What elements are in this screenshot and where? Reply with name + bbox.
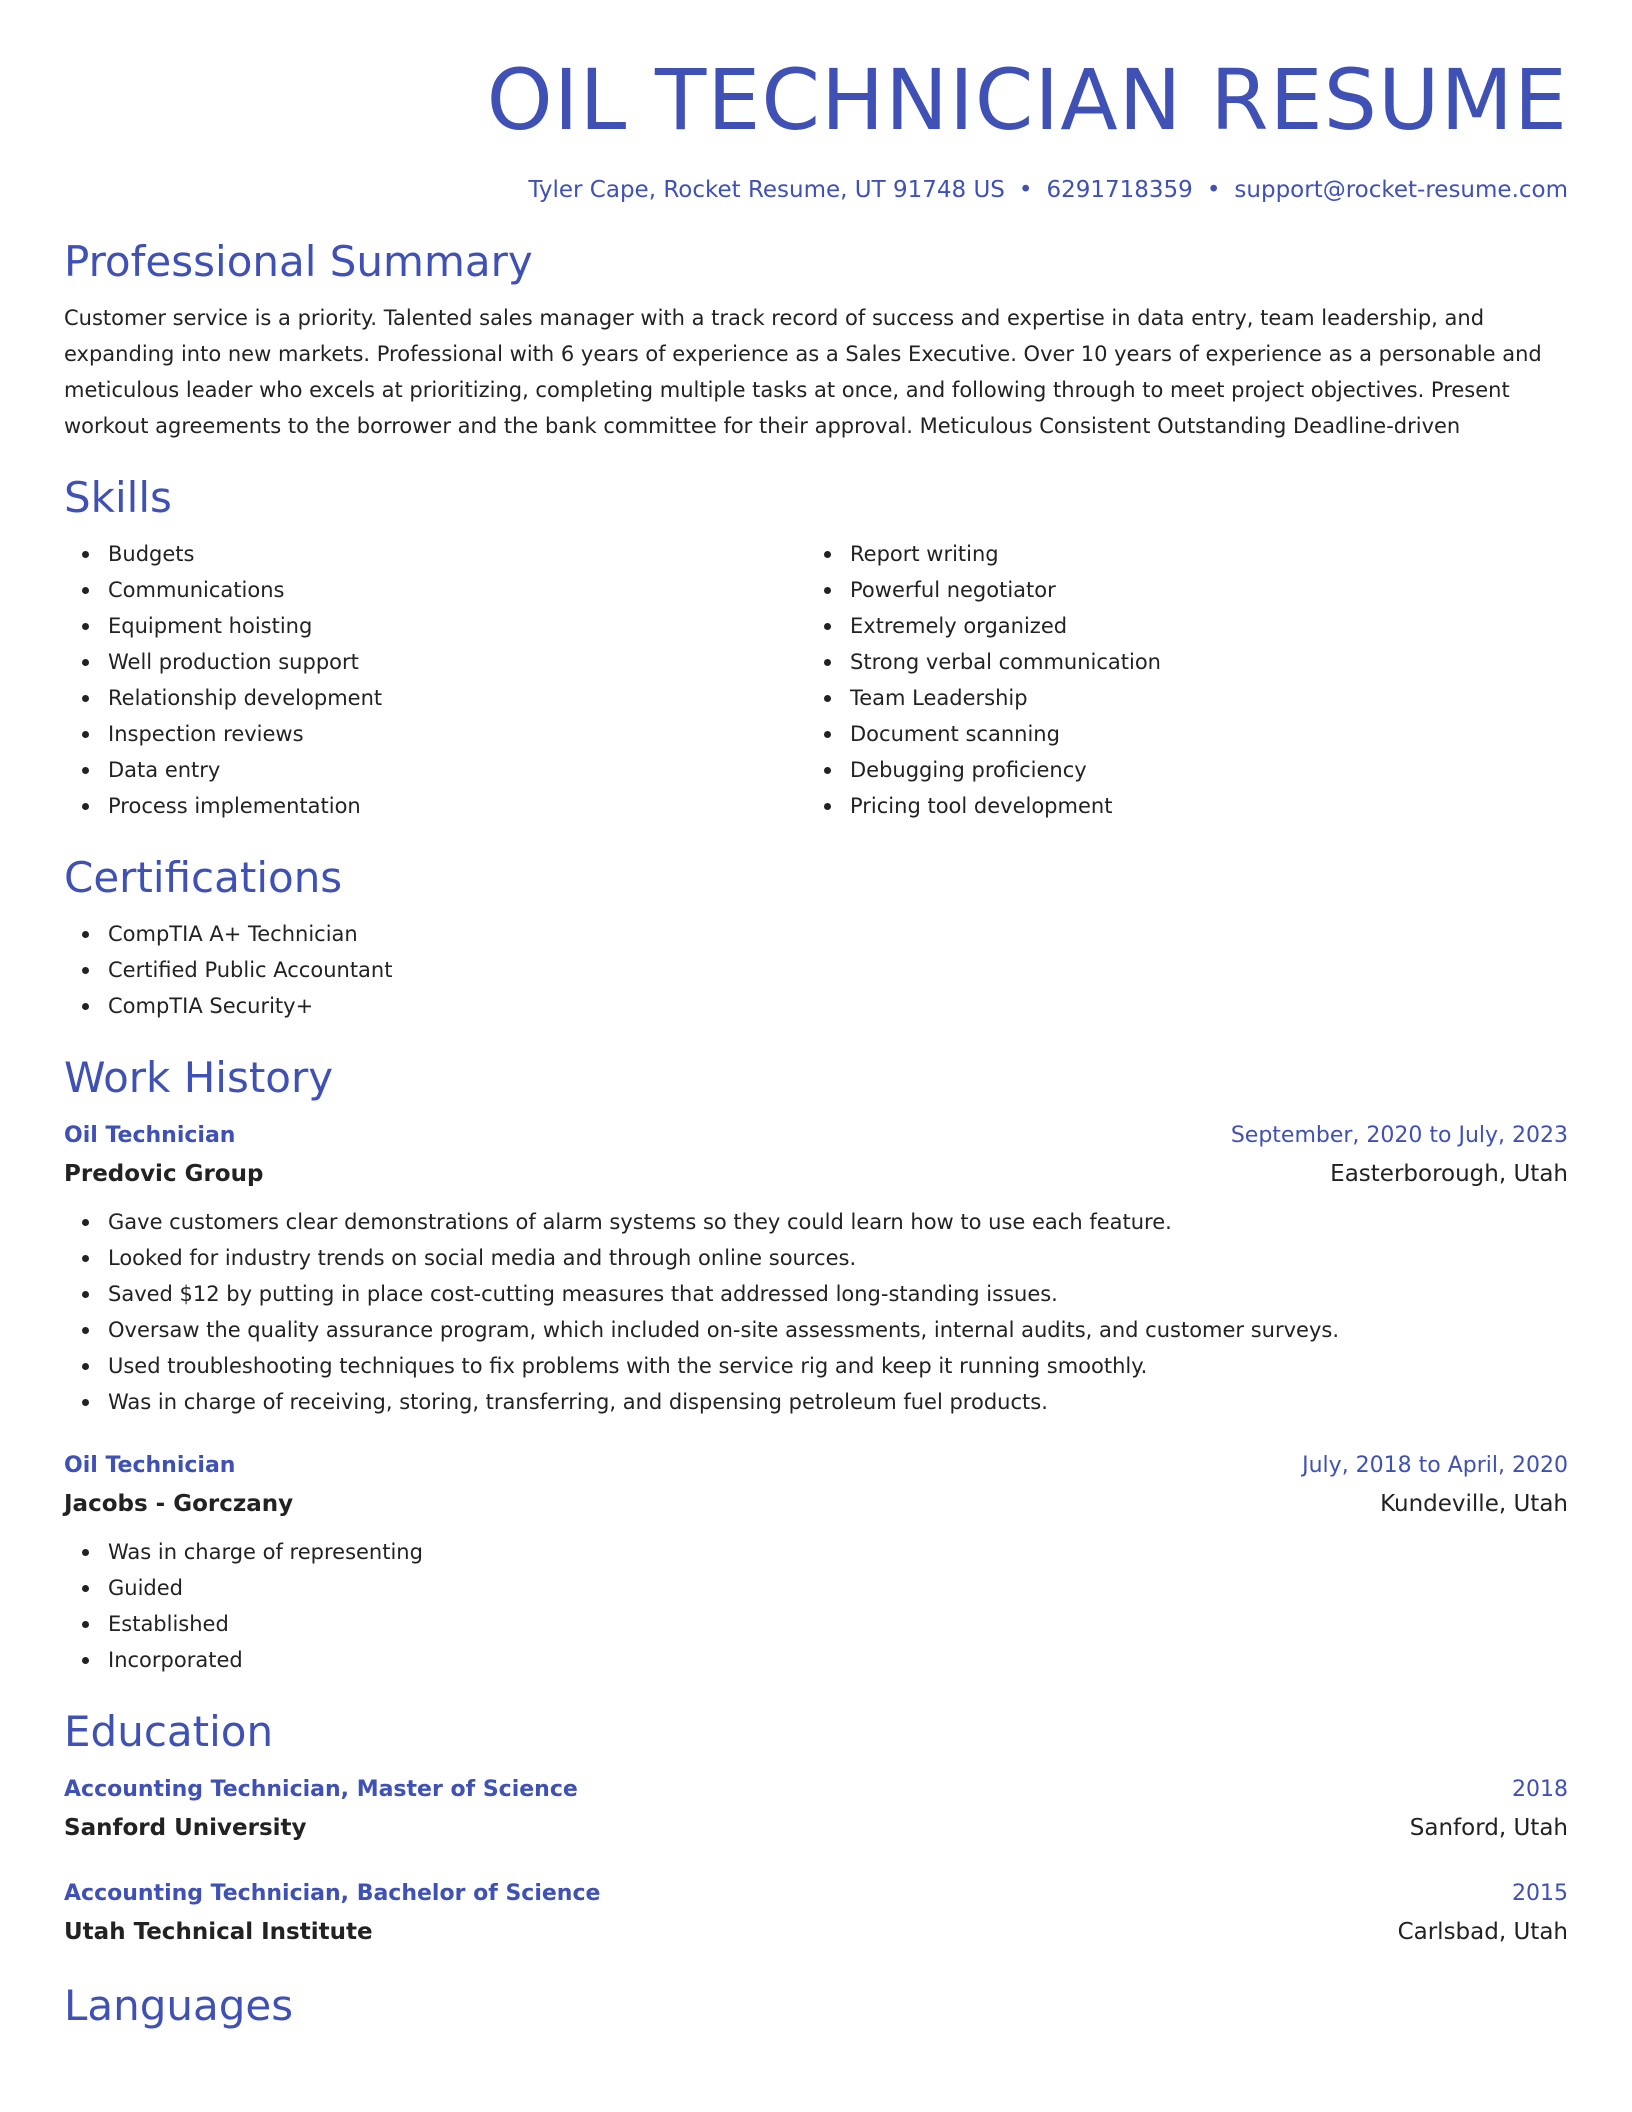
summary-text: Customer service is a priority. Talented sales manager with a track record of success and expertise in data entry, team leadership, and expanding into new markets. Professional with 6 years of experience as a Sales Executive. Over 10 years of experience as a personable and meticulous leader who excels at prioritizing, completing multiple tasks at once, and following through to meet project objectives. Present workout agreements to the borrower and the bank committee for their approval. Meticulous Consistent Outstanding Deadline-driven: [64, 306, 1542, 438]
skill-item: Communications: [108, 572, 806, 608]
education-entry: [64, 1772, 1568, 1848]
job-bullet: Guided: [108, 1570, 1568, 1606]
skills-grid: [64, 536, 1568, 824]
skill-item: Extremely organized: [850, 608, 1548, 644]
contact-line: [64, 172, 1568, 208]
education-school: Utah Technical Institute: [64, 1919, 373, 1945]
job-bullet: Looked for industry trends on social media and through online sources.: [108, 1240, 1568, 1276]
section-heading-languages: Languages: [64, 1981, 294, 2030]
certification-item: Certified Public Accountant: [108, 952, 1568, 988]
skill-item: Well production support: [108, 644, 806, 680]
section-heading-work-history: Work History: [64, 1053, 334, 1102]
contact-phone: 6291718359: [1046, 177, 1193, 203]
job-bullet: Saved $12 by putting in place cost-cutting measures that addressed long-standing issues.: [108, 1276, 1568, 1312]
job-title-row: [64, 1118, 1568, 1154]
certification-item: CompTIA A+ Technician: [108, 916, 1568, 952]
skill-item: Equipment hoisting: [108, 608, 806, 644]
resume-page: [64, 0, 1568, 2032]
job-role: Oil Technician: [64, 1123, 236, 1148]
skill-item: Powerful negotiator: [850, 572, 1548, 608]
skill-item: Debugging proficiency: [850, 752, 1548, 788]
skill-item: Relationship development: [108, 680, 806, 716]
education-entry: [64, 1876, 1568, 1952]
job-bullet: Was in charge of receiving, storing, transferring, and dispensing petroleum fuel products.: [108, 1384, 1568, 1420]
job-bullets: [64, 1204, 1568, 1420]
education-location: Carlsbad, Utah: [1397, 1919, 1568, 1945]
job-location: Kundeville, Utah: [1380, 1491, 1568, 1517]
job-location: Easterborough, Utah: [1330, 1161, 1568, 1187]
job-employer: Predovic Group: [64, 1161, 264, 1187]
education-degree-row: [64, 1876, 1568, 1912]
job-employer-row: [64, 1484, 1568, 1524]
certification-item: CompTIA Security+: [108, 988, 1568, 1024]
job-title-row: [64, 1448, 1568, 1484]
job-bullet: Oversaw the quality assurance program, which included on-site assessments, internal audits, and customer surveys.: [108, 1312, 1568, 1348]
job-bullet: Gave customers clear demonstrations of alarm systems so they could learn how to use each feature.: [108, 1204, 1568, 1240]
education-school-row: [64, 1808, 1568, 1848]
skills-column-left: [64, 536, 806, 824]
education-school: Sanford University: [64, 1815, 307, 1841]
page-title: OIL TECHNICIAN RESUME: [486, 51, 1568, 149]
job-role: Oil Technician: [64, 1453, 236, 1478]
skill-item: Budgets: [108, 536, 806, 572]
skills-column-right: [806, 536, 1548, 824]
job-bullets: [64, 1534, 1568, 1678]
skills-list-right: [806, 536, 1548, 824]
section-heading-education: Education: [64, 1707, 274, 1756]
skill-item: Team Leadership: [850, 680, 1548, 716]
education-year: 2015: [1512, 1881, 1568, 1906]
skill-item: Process implementation: [108, 788, 806, 824]
section-heading-certifications: Certifications: [64, 853, 343, 902]
skill-item: Inspection reviews: [108, 716, 806, 752]
education-location: Sanford, Utah: [1409, 1815, 1568, 1841]
skill-item: Document scanning: [850, 716, 1548, 752]
skills-list-left: [64, 536, 806, 824]
education-degree-row: [64, 1772, 1568, 1808]
education-degree: Accounting Technician, Bachelor of Science: [64, 1881, 601, 1906]
education-year: 2018: [1512, 1777, 1568, 1802]
skill-item: Report writing: [850, 536, 1548, 572]
job-entry: [64, 1448, 1568, 1678]
skill-item: Strong verbal communication: [850, 644, 1548, 680]
skill-item: Data entry: [108, 752, 806, 788]
job-bullet: Was in charge of representing: [108, 1534, 1568, 1570]
section-heading-summary: Professional Summary: [64, 237, 533, 286]
education-degree: Accounting Technician, Master of Science: [64, 1777, 578, 1802]
section-heading-skills: Skills: [64, 473, 172, 522]
education-school-row: [64, 1912, 1568, 1952]
job-entry: [64, 1118, 1568, 1420]
job-dates: July, 2018 to April, 2020: [1302, 1453, 1568, 1478]
skill-item: Pricing tool development: [850, 788, 1548, 824]
contact-separator: •: [1018, 177, 1033, 203]
job-bullet: Used troubleshooting techniques to fix problems with the service rig and keep it running smoothly.: [108, 1348, 1568, 1384]
job-dates: September, 2020 to July, 2023: [1230, 1123, 1568, 1148]
certifications-list: [64, 916, 1568, 1024]
job-bullet: Incorporated: [108, 1642, 1568, 1678]
job-bullet: Established: [108, 1606, 1568, 1642]
job-employer-row: [64, 1154, 1568, 1194]
contact-address: Tyler Cape, Rocket Resume, UT 91748 US: [528, 177, 1005, 203]
job-employer: Jacobs - Gorczany: [64, 1491, 294, 1517]
contact-separator: •: [1206, 177, 1221, 203]
contact-email: support@rocket-resume.com: [1234, 177, 1568, 203]
